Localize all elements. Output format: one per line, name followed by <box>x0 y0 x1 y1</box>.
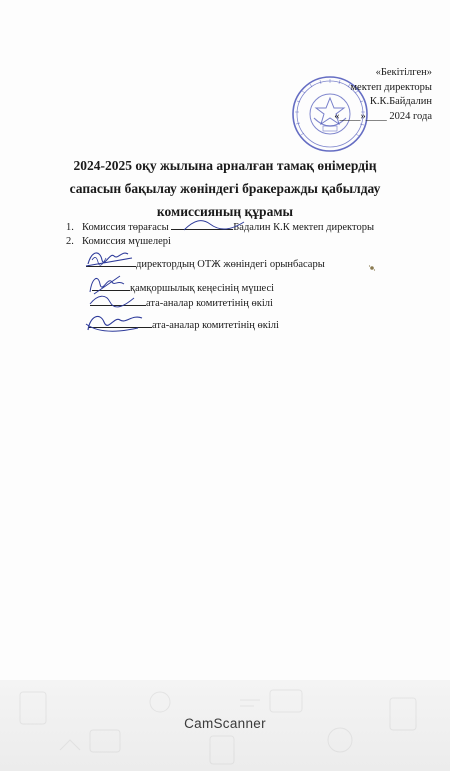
member-role: ата-аналар комитетінің өкілі <box>146 298 273 309</box>
approval-name: К.К.Байдалин <box>369 96 432 107</box>
approval-block <box>292 66 432 124</box>
signature-icon <box>82 308 148 338</box>
approval-heading: «Бекітілген» <box>375 67 432 78</box>
list-number: 1. <box>66 222 74 233</box>
signature-icon <box>180 214 250 236</box>
signature-icon <box>82 246 138 272</box>
member-role: қамқоршылық кеңесінің мүшесі <box>130 283 275 294</box>
chair-label: Комиссия төрағасы <box>82 222 169 233</box>
approval-date: «____»____ 2024 года <box>334 110 432 122</box>
list-number: 2. <box>66 235 74 247</box>
members-label: Комиссия мүшелері <box>82 235 171 247</box>
title-line-3: комиссияның құрамы <box>156 204 294 219</box>
speck-mark-icon <box>368 264 376 272</box>
title-line-2: сапасын бақылау жөніндегі бракеражды қабылдау <box>69 181 381 196</box>
approval-position: мектеп директоры <box>350 81 432 93</box>
chair-value: Бадалин К.К мектеп директоры <box>233 222 374 233</box>
member-role: директордың ОТЖ жөніндегі орынбасары <box>136 259 325 270</box>
camscanner-brand-label: CamScanner <box>184 716 266 731</box>
member-role: ата-аналар комитетінің өкілі <box>152 320 279 331</box>
title-line-1: 2024-2025 оқу жылына арналған тамақ өнімердің <box>73 158 377 173</box>
document-title <box>40 154 410 223</box>
